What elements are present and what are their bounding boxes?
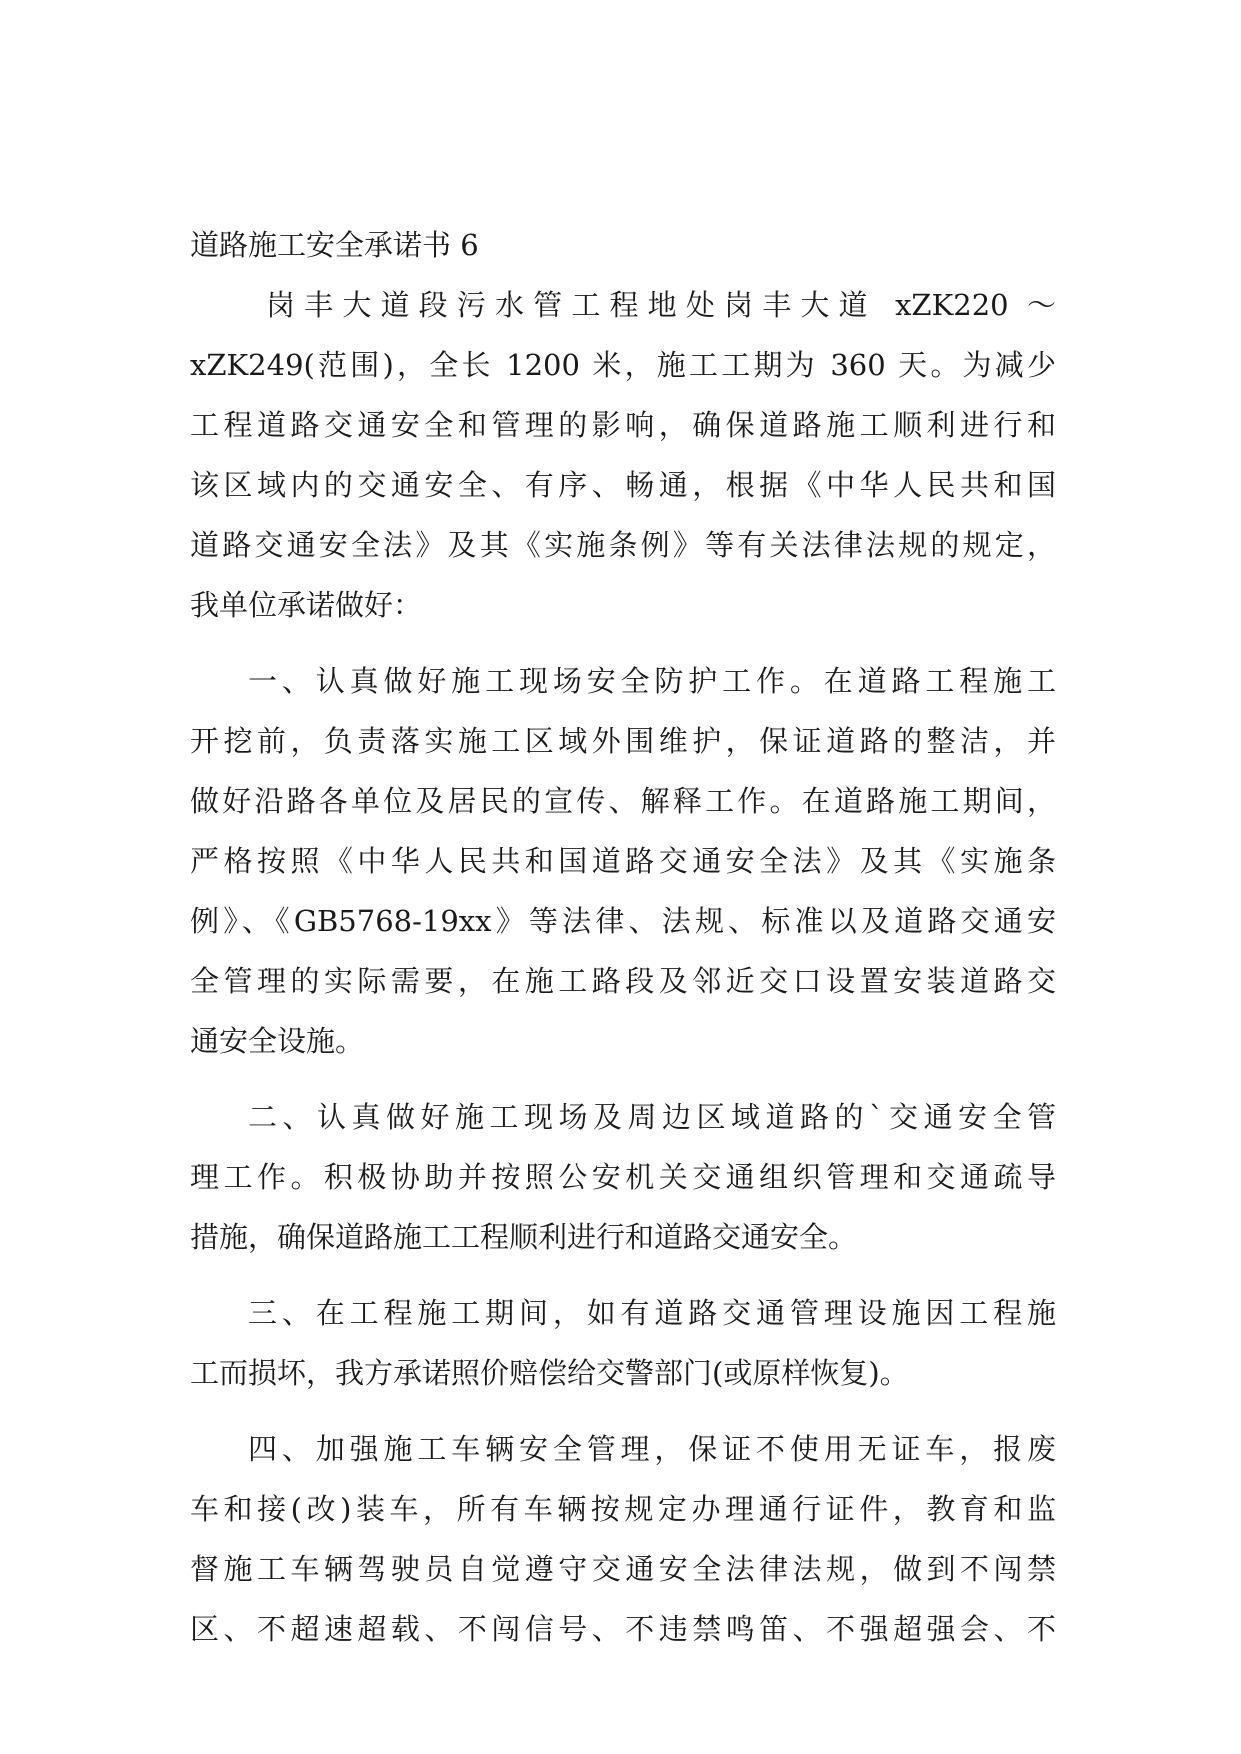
paragraph-line: 例》、《GB5768-19xx》等法律、法规、标准以及道路交通安 — [190, 904, 1056, 938]
paragraph-line: 三、在工程施工期间，如有道路交通管理设施因工程施 — [248, 1296, 1056, 1330]
paragraph-line: 车和接(改)装车，所有车辆按规定办理通行证件，教育和监 — [190, 1492, 1056, 1526]
paragraph-line: 通安全设施。 — [190, 1024, 365, 1058]
paragraph-line: 道路交通安全法》及其《实施条例》等有关法律法规的规定， — [190, 528, 1056, 562]
paragraph-item-1 — [190, 651, 1056, 1071]
document-title: 道路施工安全承诺书 6 — [190, 228, 479, 262]
paragraph-line: 岗丰大道段污水管工程地处岗丰大道 xZK220 ～ — [266, 288, 1056, 322]
paragraph-line: 全管理的实际需要，在施工路段及邻近交口设置安装道路交 — [190, 964, 1056, 998]
paragraph-line: 四、加强施工车辆安全管理，保证不使用无证车，报废 — [248, 1432, 1056, 1466]
paragraph-spacer — [190, 1403, 1056, 1419]
paragraph-spacer — [190, 1071, 1056, 1087]
paragraph-line: 理工作。积极协助并按照公安机关交通组织管理和交通疏导 — [190, 1160, 1056, 1194]
paragraph-line: 开挖前，负责落实施工区域外围维护，保证道路的整洁，并 — [190, 724, 1056, 758]
paragraph-line: 二、认真做好施工现场及周边区域道路的`交通安全管 — [248, 1100, 1056, 1134]
paragraph-spacer — [190, 1267, 1056, 1283]
paragraph-line: 区、不超速超载、不闯信号、不违禁鸣笛、不强超强会、不 — [190, 1612, 1056, 1646]
paragraph-line: 工程道路交通安全和管理的影响，确保道路施工顺利进行和 — [190, 408, 1056, 442]
paragraph-line: xZK249(范围)，全长 1200 米，施工工期为 360 天。为减少 — [190, 348, 1056, 382]
paragraph-line: 做好沿路各单位及居民的宣传、解释工作。在道路施工期间， — [190, 784, 1056, 818]
paragraph-line: 该区域内的交通安全、有序、畅通，根据《中华人民共和国 — [190, 468, 1056, 502]
paragraph-item-3 — [190, 1283, 1056, 1403]
paragraph-item-2 — [190, 1087, 1056, 1267]
paragraph-spacer — [190, 635, 1056, 651]
paragraph-intro — [190, 275, 1056, 635]
document-body — [190, 215, 1056, 1659]
paragraph-line: 督施工车辆驾驶员自觉遵守交通安全法律法规，做到不闯禁 — [190, 1552, 1056, 1586]
paragraph-line: 一、认真做好施工现场安全防护工作。在道路工程施工 — [248, 664, 1056, 698]
paragraph-line: 我单位承诺做好： — [190, 588, 423, 622]
paragraph-line: 严格按照《中华人民共和国道路交通安全法》及其《实施条 — [190, 844, 1056, 878]
paragraph-line: 措施，确保道路施工工程顺利进行和道路交通安全。 — [190, 1220, 858, 1254]
paragraph-item-4 — [190, 1419, 1056, 1659]
paragraph-line: 工而损坏，我方承诺照价赔偿给交警部门(或原样恢复)。 — [190, 1356, 909, 1390]
